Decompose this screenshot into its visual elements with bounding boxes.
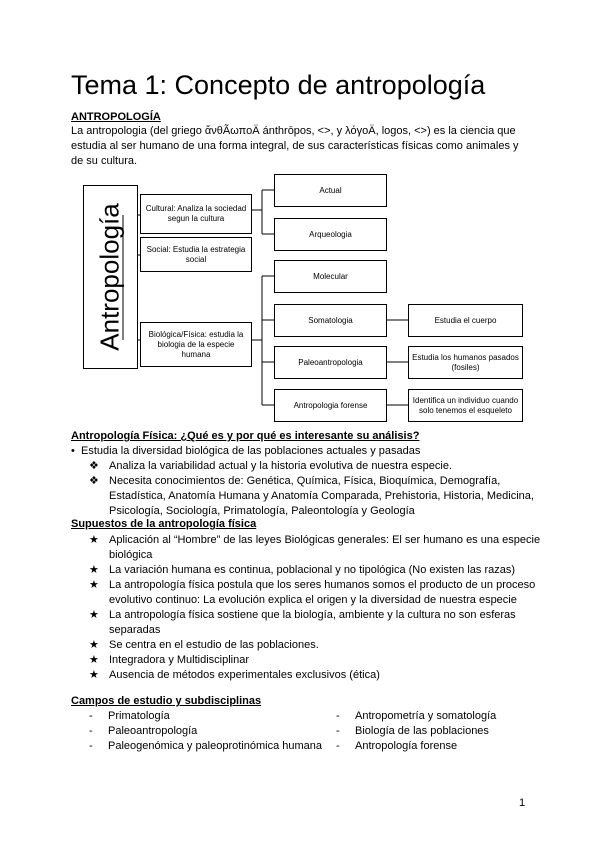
- dash-marker: -: [336, 725, 340, 737]
- list-item-text: La antropología física sostiene que la biología, ambiente y la cultura no son esferas separadas: [109, 609, 516, 636]
- list-item-text: Estudia la diversidad biológica de las poblaciones actuales y pasadas: [81, 445, 421, 457]
- dash-marker: -: [89, 740, 93, 752]
- campo-item: Antropología forense: [355, 740, 458, 752]
- detail-somatologia: Estudia el cuerpo: [408, 304, 523, 337]
- list-item: [71, 608, 541, 638]
- branch-social: Social: Estudia la estrategia social: [140, 237, 252, 272]
- campo-item: Primatología: [108, 710, 170, 722]
- list-item-text: Analiza la variabilidad actual y la historia evolutiva de nuestra especie.: [109, 460, 453, 472]
- list-item-text: Aplicación al “Hombre” de las leyes Biológicas generales: El ser humano es una especie biológica: [109, 534, 541, 561]
- list-item: [71, 459, 541, 474]
- star-marker: ★: [89, 564, 99, 576]
- list-item-text: La variación humana es continua, poblacional y no tipológica (No existen las razas): [109, 564, 516, 576]
- dash-marker: -: [89, 725, 93, 737]
- campos-table: [71, 709, 531, 754]
- list-item: [71, 563, 541, 578]
- star-marker: ★: [89, 534, 99, 546]
- table-row: [71, 709, 531, 724]
- dash-marker: -: [89, 710, 93, 722]
- heading-supuestos: Supuestos de la antropología física: [71, 518, 257, 530]
- campo-item: Paleoantropología: [108, 725, 198, 737]
- sub-somatologia: Somatologia: [274, 304, 387, 337]
- supuestos-list: [71, 533, 541, 683]
- sub-arqueologia: Arqueologia: [274, 218, 387, 251]
- star-marker: ★: [89, 639, 99, 651]
- sub-antropologia-forense: Antropologia forense: [274, 389, 387, 422]
- dash-marker: -: [336, 710, 340, 722]
- star-marker: ★: [89, 654, 99, 666]
- diamond-marker: ❖: [89, 475, 99, 487]
- page-title: Tema 1: Concepto de antropología: [71, 70, 486, 100]
- star-marker: ★: [89, 579, 99, 591]
- diagram-root-label: Antropología: [94, 203, 125, 351]
- heading-antropologia: ANTROPOLOGÍA: [71, 111, 161, 123]
- campo-item: Paleogenómica y paleoprotinómica humana: [108, 740, 323, 752]
- star-marker: ★: [89, 609, 99, 621]
- list-item: [71, 668, 541, 683]
- table-row: [71, 724, 531, 739]
- detail-paleoantropologia: Estudia los humanos pasados (fosiles): [408, 346, 523, 379]
- bullet-marker: •: [71, 445, 75, 457]
- list-item-text: Se centra en el estudio de las poblaciones.: [109, 639, 319, 651]
- list-item: [71, 444, 541, 459]
- dash-marker: -: [336, 740, 340, 752]
- list-item: [71, 474, 541, 519]
- intro-paragraph: La antropologia (del griego ἄνθÃωποÄ ánthrōpos, <>, y λόγοÄ, logos, <>) es la ciencia que estudia al ser humano de una forma integral, de sus características físicas como animales y de su cultura.: [71, 125, 519, 167]
- sub-molecular: Molecular: [274, 260, 387, 293]
- list-item-text: Integradora y Multidisciplinar: [109, 654, 250, 666]
- branch-biologica: Biológica/Física: estudia la biologia de la especie humana: [140, 322, 252, 367]
- sub-actual: Actual: [274, 174, 387, 207]
- page-number: 1: [519, 797, 526, 809]
- diamond-marker: ❖: [89, 460, 99, 472]
- list-item-text: Ausencia de métodos experimentales exclusivos (ética): [109, 669, 380, 681]
- branch-cultural: Cultural: Analiza la sociedad segun la cultura: [140, 194, 252, 234]
- campo-item: Biología de las poblaciones: [355, 725, 489, 737]
- table-row: [71, 739, 531, 754]
- list-item: [71, 653, 541, 668]
- list-item-text: La antropología física postula que los seres humanos somos el producto de un proceso evolutivo continuo: La evolución explica el origen y la diversidad de nuestra especie: [109, 579, 536, 606]
- heading-antropologia-fisica: Antropología Física: ¿Qué es y por qué es interesante su análisis?: [71, 430, 420, 442]
- sub-paleoantropologia: Paleoantropologia: [274, 346, 387, 379]
- list-item: [71, 638, 541, 653]
- fisica-list: [71, 444, 541, 519]
- campo-item: Antropometría y somatología: [355, 710, 497, 722]
- star-marker: ★: [89, 669, 99, 681]
- detail-forense: Identifica un individuo cuando solo tenemos el esqueleto: [408, 389, 523, 422]
- list-item-text: Necesita conocimientos de: Genética, Química, Física, Bioquímica, Demografía, Estadística, Anatomía Humana y Anatomía Comparada, Prehistoria, Historia, Medicina, Psicología, Sociología, Primatología, Paleontología y Geología: [109, 475, 534, 517]
- heading-campos: Campos de estudio y subdisciplinas: [71, 695, 262, 707]
- list-item: [71, 533, 541, 563]
- list-item: [71, 578, 541, 608]
